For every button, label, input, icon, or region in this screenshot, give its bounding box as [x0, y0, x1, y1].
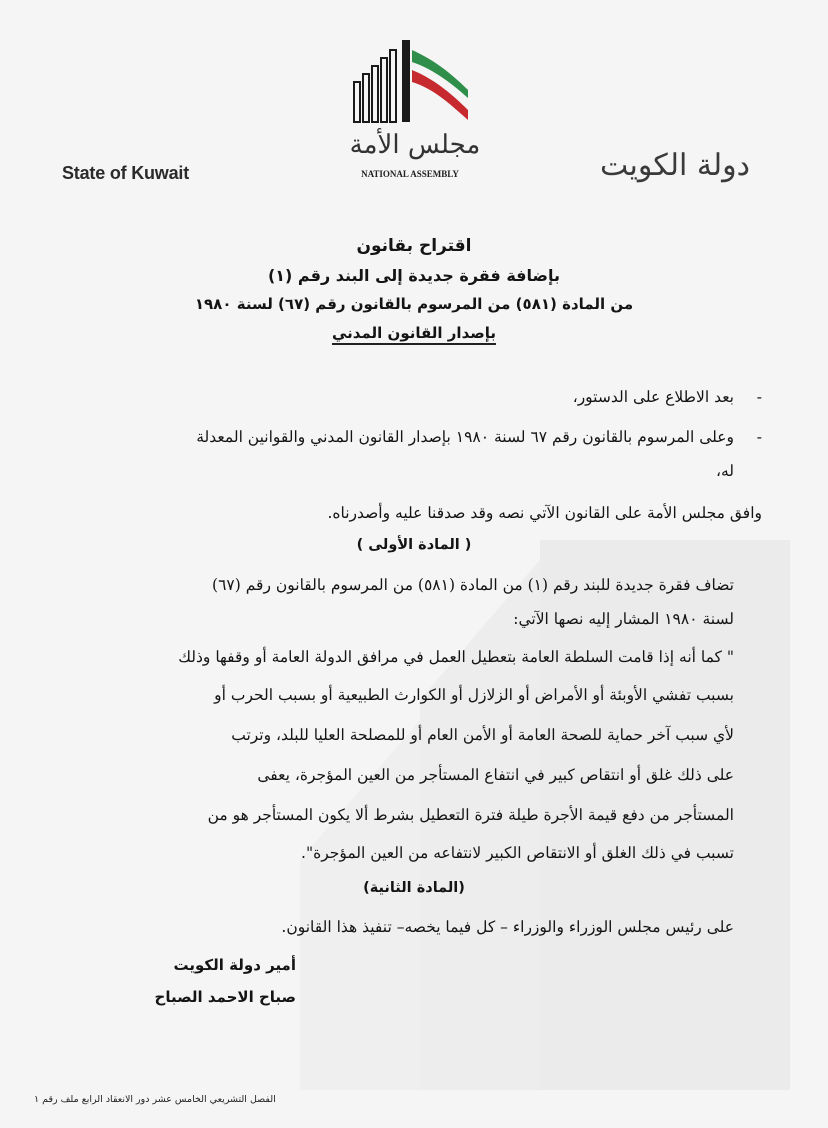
national-assembly-logo: [350, 36, 474, 128]
title-line-1: اقتراح بقانون: [356, 236, 472, 256]
article-2-text: على رئيس مجلس الوزراء والوزراء – كل فيما يخصه– تنفيذ هذا القانون.: [281, 918, 734, 936]
article-1-line: تضاف فقرة جديدة للبند رقم (١) من المادة (٥٨١) من المرسوم بالقانون رقم (٦٧): [212, 576, 734, 594]
approval-statement: وافق مجلس الأمة على القانون الآتي نصه وقد صدقنا عليه وأصدرناه.: [327, 504, 762, 522]
signature-title: أمير دولة الكويت: [173, 956, 296, 974]
article-1-line: " كما أنه إذا قامت السلطة العامة بتعطيل العمل في مرافق الدولة العامة أو وقفها وذلك: [178, 648, 734, 666]
article-1-line: تسبب في ذلك الغلق أو الانتقاص الكبير لانتفاعه من العين المؤجرة".: [301, 844, 734, 862]
title-line-4-text: بإصدار القانون المدني: [332, 324, 496, 345]
national-assembly-english-wordmark: NATIONAL ASSEMBLY: [361, 169, 459, 179]
bullet-dash: -: [756, 388, 762, 406]
title-line-4: [100, 319, 728, 348]
signature-name: صباح الاحمد الصباح: [154, 988, 296, 1006]
bullet-dash: -: [756, 428, 762, 446]
article-1-line: بسبب تفشي الأوبئة أو الأمراض أو الزلازل أو الكوارث الطبيعية أو بسبب الحرب أو: [214, 686, 734, 704]
state-name-english: State of Kuwait: [62, 163, 190, 183]
preamble-bullet-1: بعد الاطلاع على الدستور،: [572, 388, 734, 406]
article-1-line: على ذلك غلق أو انتقاص كبير في انتفاع المستأجر من العين المؤجرة، يعفى: [257, 766, 734, 784]
article-1-heading: ( المادة الأولى ): [356, 537, 472, 553]
page-footer: الفصل التشريعي الخامس عشر دور الانعقاد الرابع ملف رقم ١: [34, 1094, 276, 1105]
national-assembly-arabic-wordmark: مجلس الأمة: [349, 130, 481, 160]
preamble-bullet-2-line-2: له،: [715, 462, 734, 480]
preamble-bullet-2-line-1: وعلى المرسوم بالقانون رقم ٦٧ لسنة ١٩٨٠ بإصدار القانون المدني والقوانين المعدلة: [196, 428, 734, 446]
article-1-line: لسنة ١٩٨٠ المشار إليه نصها الآتي:: [513, 610, 734, 628]
title-line-2: بإضافة فقرة جديدة إلى البند رقم (١): [267, 266, 561, 285]
article-1-line: المستأجر من دفع قيمة الأجرة طيلة فترة التعطيل بشرط ألا يكون المستأجر هو من: [207, 806, 734, 824]
article-1-line: لأي سبب آخر حماية للصحة العامة أو الأمن العام أو للمصلحة العليا للبلد، وترتب: [231, 726, 734, 744]
state-name-arabic: دولة الكويت: [600, 148, 750, 183]
document-title-block: [100, 232, 728, 348]
title-line-3: من المادة (٥٨١) من المرسوم بالقانون رقم (٦٧) لسنة ١٩٨٠: [194, 295, 634, 313]
article-2-heading: (المادة الثانية): [363, 880, 465, 896]
